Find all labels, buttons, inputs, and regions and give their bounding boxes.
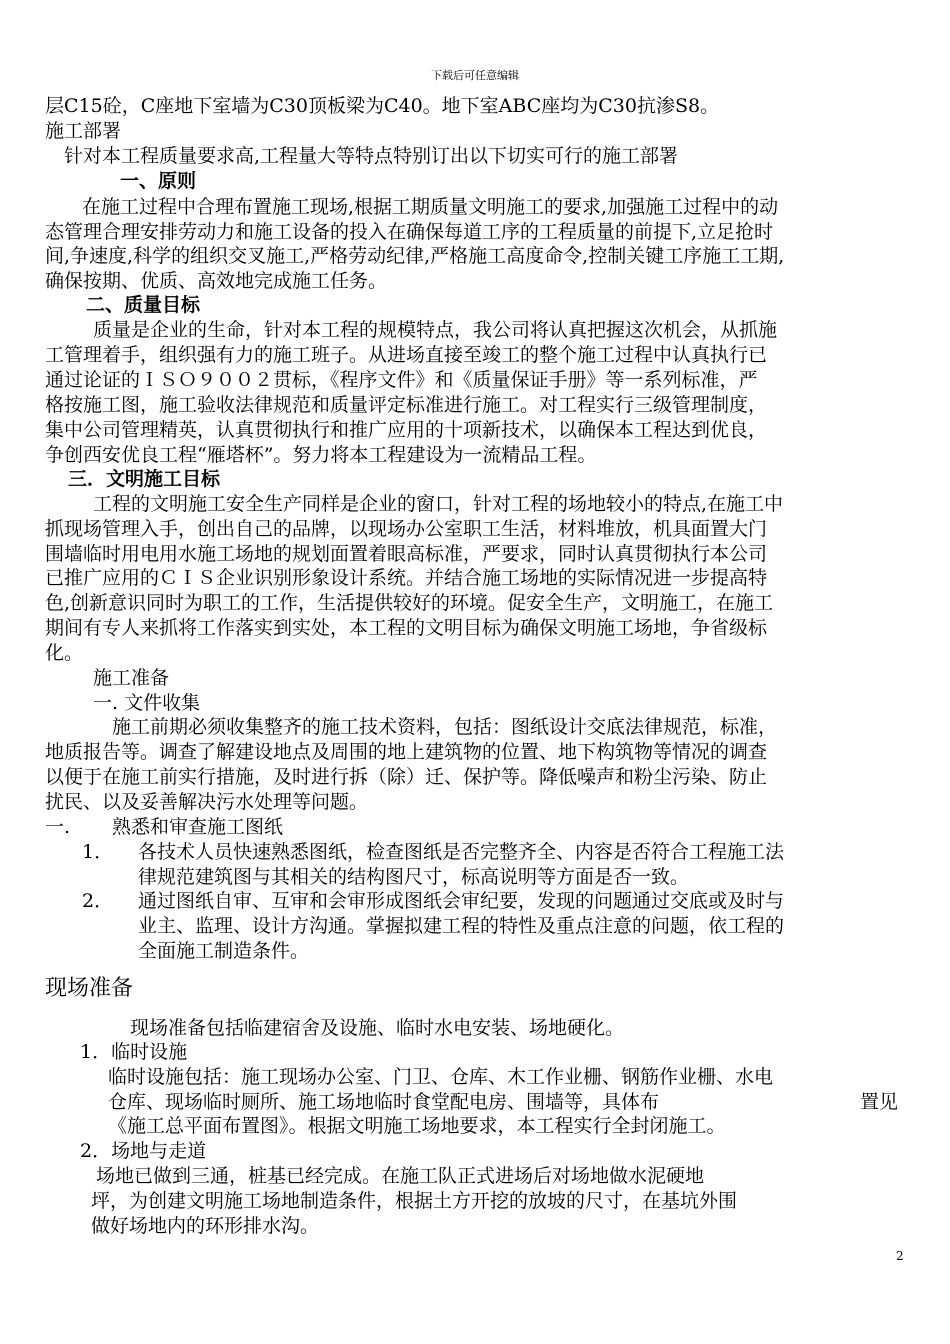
- text-line: 置见: [860, 1091, 899, 1113]
- list-marker: 1．: [82, 841, 114, 863]
- list-marker: 一.: [45, 816, 71, 838]
- section-title-construction-prep: 施工准备: [93, 667, 170, 689]
- text-line: 确保按期、优质、高效地完成施工任务。: [45, 270, 388, 292]
- subheading-temporary-facilities: 1．临时设施: [80, 1041, 188, 1063]
- text-line: 坪，为创建文明施工场地制造条件，根据土方开挖的放坡的尺寸，在基坑外围: [91, 1190, 738, 1212]
- subheading-review-drawings: 熟悉和审查施工图纸: [112, 816, 284, 838]
- section-title-site-prep: 现场准备: [45, 976, 134, 1001]
- text-line: 层C15砼，C座地下室墙为C30顶板梁为C40。地下室ABC座均为C30抗渗S8。: [45, 95, 720, 117]
- text-line: 以便于在施工前实行措施，及时进行拆（除）迁、保护等。降低噪声和粉尘污染、防止: [45, 766, 768, 788]
- text-line: 工管理着手，组织强有力的施工班子。从进场直接至竣工的整个施工过程中认真执行已: [45, 344, 768, 366]
- text-line: 色,创新意识同时为职工的工作，生活提供较好的环境。促安全生产，文明施工，在施工: [45, 592, 774, 614]
- list-item-text: 各技术人员快速熟悉图纸，检查图纸是否完整齐全、内容是否符合工程施工法: [138, 841, 785, 863]
- subheading-site-and-walkway: 2．场地与走道: [80, 1140, 207, 1162]
- text-line: 针对本工程质量要求高,工程量大等特点特别订出以下切实可行的施工部署: [64, 145, 679, 167]
- text-line: 场地已做到三通，桩基已经完成。在施工队正式进场后对场地做水泥硬地: [96, 1165, 705, 1187]
- heading-principle: 一、原则: [120, 170, 197, 192]
- text-line: 抓现场管理入手，创出自己的品牌，以现场办公室职工生活，材料堆放，机具面置大门: [45, 518, 768, 540]
- heading-quality-target: 二、质量目标: [86, 294, 201, 316]
- text-line: 工程的文明施工安全生产同样是企业的窗口，针对工程的场地较小的特点,在施工中: [93, 493, 784, 515]
- text-line: 临时设施包括：施工现场办公室、门卫、仓库、木工作业栅、钢筋作业栅、水电: [108, 1066, 774, 1088]
- text-line: 集中公司管理精英，认真贯彻执行和推广应用的十项新技术，以确保本工程达到优良，: [45, 419, 768, 441]
- text-line: 争创西安优良工程“雁塔杯”。努力将本工程建设为一流精品工程。: [45, 444, 597, 466]
- text-line: 已推广应用的ＣＩＳ企业识别形象设计系统。并结合施工场地的实际情况进一步提高特: [45, 567, 768, 589]
- list-item-text: 律规范建筑图与其相关的结构图尺寸，标高说明等方面是否一致。: [138, 866, 690, 888]
- text-line: 现场准备包括临建宿舍及设施、临时水电安装、场地硬化。: [130, 1017, 625, 1039]
- text-line: 做好场地内的环形排水沟。: [91, 1215, 320, 1237]
- text-line: 间,争速度,科学的组织交叉施工,严格劳动纪律,严格施工高度命令,控制关键工序施工工期,: [45, 245, 785, 267]
- page-number: 2: [896, 1249, 904, 1263]
- list-marker: 2．: [82, 890, 114, 912]
- text-line: 通过论证的ＩＳＯ９００２贯标，《程序文件》和《质量保证手册》等一系列标准，严: [45, 369, 758, 391]
- text-line: 化。: [45, 642, 84, 664]
- section-title-construction-plan: 施工部署: [45, 120, 122, 142]
- text-line: 仓库、现场临时厕所、施工场地临时食堂配电房、围墙等，具体布: [108, 1091, 660, 1113]
- list-item-text: 全面施工制造条件。: [138, 940, 310, 962]
- text-line: 格按施工图，施工验收法律规范和质量评定标准进行施工。对工程实行三级管理制度，: [45, 394, 768, 416]
- text-line: 施工前期必须收集整齐的施工技术资料，包括：图纸设计交底法律规范，标准，: [112, 716, 778, 738]
- text-line: 《施工总平面布置图》。根据文明施工场地要求，本工程实行全封闭施工。: [108, 1115, 726, 1137]
- heading-civilized-construction-target: 三．文明施工目标: [68, 468, 221, 490]
- text-line: 质量是企业的生命，针对本工程的规模特点，我公司将认真把握这次机会，从抓施: [93, 319, 778, 341]
- text-line: 期间有专人来抓将工作落实到实处，本工程的文明目标为确保文明施工场地，争省级标: [45, 617, 768, 639]
- list-item-text: 通过图纸自审、互审和会审形成图纸会审纪要，发现的问题通过交底或及时与: [138, 890, 785, 912]
- page-header: 下载后可任意编辑: [431, 69, 519, 82]
- subheading-document-collection: 一. 文件收集: [93, 692, 201, 714]
- text-line: 围墙临时用电用水施工场地的规划面置着眼高标准，严要求，同时认真贯彻执行本公司: [45, 543, 768, 565]
- list-item-text: 业主、监理、设计方沟通。掌握拟建工程的特性及重点注意的问题，依工程的: [138, 915, 785, 937]
- text-line: 在施工过程中合理布置施工现场,根据工期质量文明施工的要求,加强施工过程中的动: [82, 196, 779, 218]
- text-line: 扰民、以及妥善解决污水处理等问题。: [45, 791, 369, 813]
- text-line: 地质报告等。调查了解建设地点及周围的地上建筑物的位置、地下构筑物等情况的调查: [45, 741, 768, 763]
- text-line: 态管理合理安排劳动力和施工设备的投入在确保每道工序的工程质量的前提下,立足抢时: [45, 221, 774, 243]
